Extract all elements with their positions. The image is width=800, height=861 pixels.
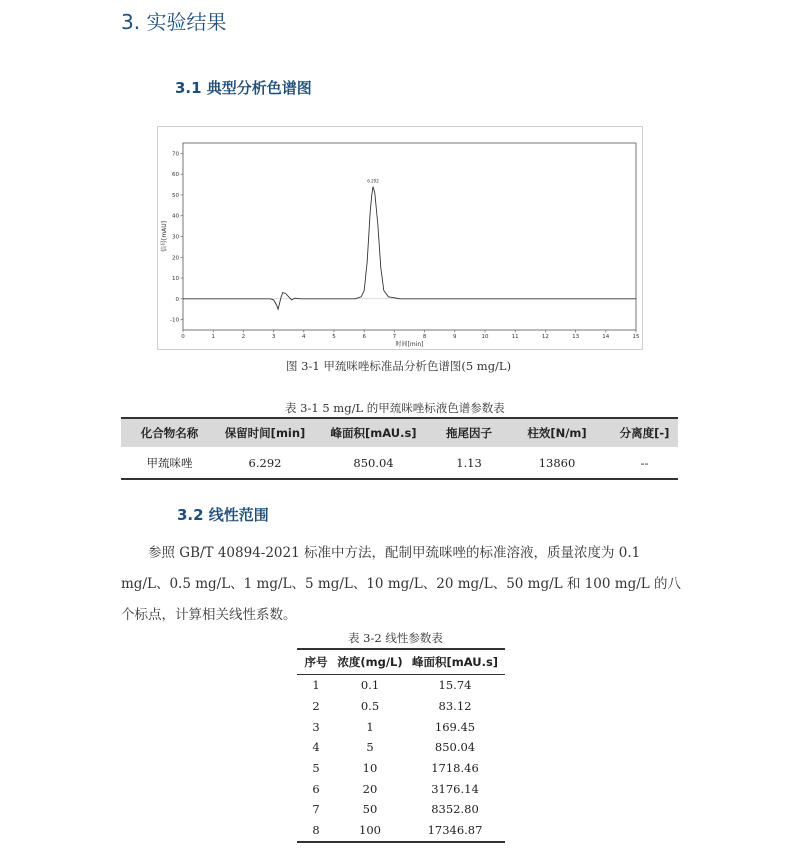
- table2-cell: 0.5: [360, 699, 380, 714]
- y-tick-label: 20: [172, 255, 179, 262]
- x-tick-label: 5: [332, 334, 336, 340]
- y-tick-label: 30: [172, 234, 179, 241]
- x-axis-label: 时间[min]: [395, 341, 424, 348]
- chromatogram-trace: [183, 187, 636, 310]
- y-tick-label: 70: [172, 151, 179, 158]
- table2-cell: 2: [312, 699, 320, 714]
- chromatogram-chart: [158, 127, 644, 351]
- y-tick-label: 10: [172, 276, 179, 283]
- x-tick-label: 3: [271, 334, 276, 340]
- method-paragraph: 参照 GB/T 40894-2021 标准中方法，配制甲巯咪唑的标准溶液，质量浓度为 0.1 mg/L、0.5 mg/L、1 mg/L、5 mg/L、10 mg/L、20 mg/L、50 mg/L 和 100 mg/L 的八个标点，计算相关线性系数。: [121, 545, 682, 623]
- table2-cell: 4: [312, 740, 320, 755]
- table1-header-cell: 峰面积[mAU.s]: [330, 426, 417, 440]
- table2-header-cell: 峰面积[mAU.s]: [405, 649, 505, 675]
- table1-header-cell: 分离度[-]: [619, 426, 670, 440]
- table2-header-cell: 浓度(mg/L): [335, 649, 405, 675]
- table1-header-cell: 拖尾因子: [446, 426, 492, 440]
- x-tick-label: 4: [302, 334, 306, 340]
- table-row: [297, 778, 505, 799]
- x-tick-label: 13: [572, 334, 580, 340]
- table1-cell: 6.292: [248, 455, 282, 470]
- table-row: [297, 758, 505, 779]
- plot-frame: [183, 143, 636, 330]
- table1-cell: --: [640, 455, 649, 470]
- table-row: [297, 820, 505, 842]
- table2-header-cell: 序号: [297, 649, 335, 675]
- x-tick-label: 7: [392, 334, 397, 340]
- table2-cell: 0.1: [360, 678, 380, 693]
- x-tick-label: 14: [602, 334, 610, 340]
- chromatography-parameters-table: [121, 417, 678, 480]
- table1-header-row: [121, 418, 678, 447]
- x-tick-label: 15: [632, 334, 640, 340]
- figure-caption: 图 3-1 甲巯咪唑标准品分析色谱图(5 mg/L): [286, 359, 512, 373]
- x-tick-label: 10: [481, 334, 489, 340]
- y-tick-label: 0: [175, 296, 179, 303]
- table2-cell: 83.12: [438, 699, 472, 714]
- x-tick-label: 0: [181, 334, 185, 340]
- table1-header-cell: 柱效[N/m]: [527, 426, 587, 440]
- table-row: [297, 675, 505, 696]
- y-tick-label: 40: [172, 213, 179, 220]
- table2-cell: 15.74: [438, 678, 472, 693]
- table2-cell: 20: [362, 781, 378, 796]
- table2-cell: 1: [312, 678, 320, 693]
- table2-cell: 850.04: [434, 740, 476, 755]
- table2-cell: 5: [366, 740, 374, 755]
- table2-cell: 8352.80: [431, 802, 479, 817]
- table2-cell: 1718.46: [431, 761, 479, 776]
- x-tick-label: 9: [453, 334, 457, 340]
- table2-header-row: [297, 649, 505, 675]
- table-row: [297, 716, 505, 737]
- y-tick-label: -10: [170, 317, 179, 324]
- x-tick-label: 1: [211, 334, 215, 340]
- table2-cell: 10: [362, 761, 378, 776]
- table1-caption: 表 3-1 5 mg/L 的甲巯咪唑标液色谱参数表: [285, 401, 505, 415]
- table-row: [297, 799, 505, 820]
- table1-header-cell: 保留时间[min]: [224, 426, 306, 440]
- table2-cell: 8: [297, 820, 335, 842]
- table2-cell: 50: [362, 802, 378, 817]
- table1-cell: 850.04: [353, 455, 394, 470]
- peak-label: 6.292: [367, 178, 379, 184]
- table2-cell: 100: [335, 820, 405, 842]
- table1-cell: 13860: [538, 455, 576, 470]
- section-title: 3. 实验结果: [121, 10, 227, 34]
- table-row: [121, 447, 678, 479]
- x-tick-label: 2: [241, 334, 246, 340]
- table2-cell: 1: [366, 719, 374, 734]
- table2-caption: 表 3-2 线性参数表: [348, 631, 443, 645]
- x-tick-label: 8: [422, 334, 427, 340]
- y-tick-label: 60: [172, 172, 179, 179]
- linearity-parameters-table: [297, 648, 505, 843]
- table2-cell: 3176.14: [431, 781, 479, 796]
- x-tick-label: 12: [541, 334, 549, 340]
- y-tick-label: 50: [172, 192, 179, 199]
- table-row: [297, 696, 505, 717]
- x-tick-label: 6: [362, 334, 366, 340]
- table2-cell: 3: [312, 719, 320, 734]
- subsection-title-linearity: 3.2 线性范围: [177, 506, 269, 524]
- subsection-title-chromatogram: 3.1 典型分析色谱图: [175, 79, 312, 97]
- table-row: [297, 737, 505, 758]
- table2-cell: 7: [312, 802, 320, 817]
- table2-cell: 169.45: [434, 719, 476, 734]
- table1-header-cell: 化合物名称: [140, 426, 199, 440]
- x-tick-label: 11: [511, 334, 519, 340]
- table1-cell: 甲巯咪唑: [146, 455, 193, 470]
- table2-cell: 5: [312, 761, 320, 776]
- y-axis-label: 信号[mAU]: [161, 220, 168, 253]
- table1-cell: 1.13: [456, 455, 482, 470]
- table2-cell: 6: [312, 781, 320, 796]
- table2-cell: 17346.87: [405, 820, 505, 842]
- chromatogram-figure: [157, 126, 643, 350]
